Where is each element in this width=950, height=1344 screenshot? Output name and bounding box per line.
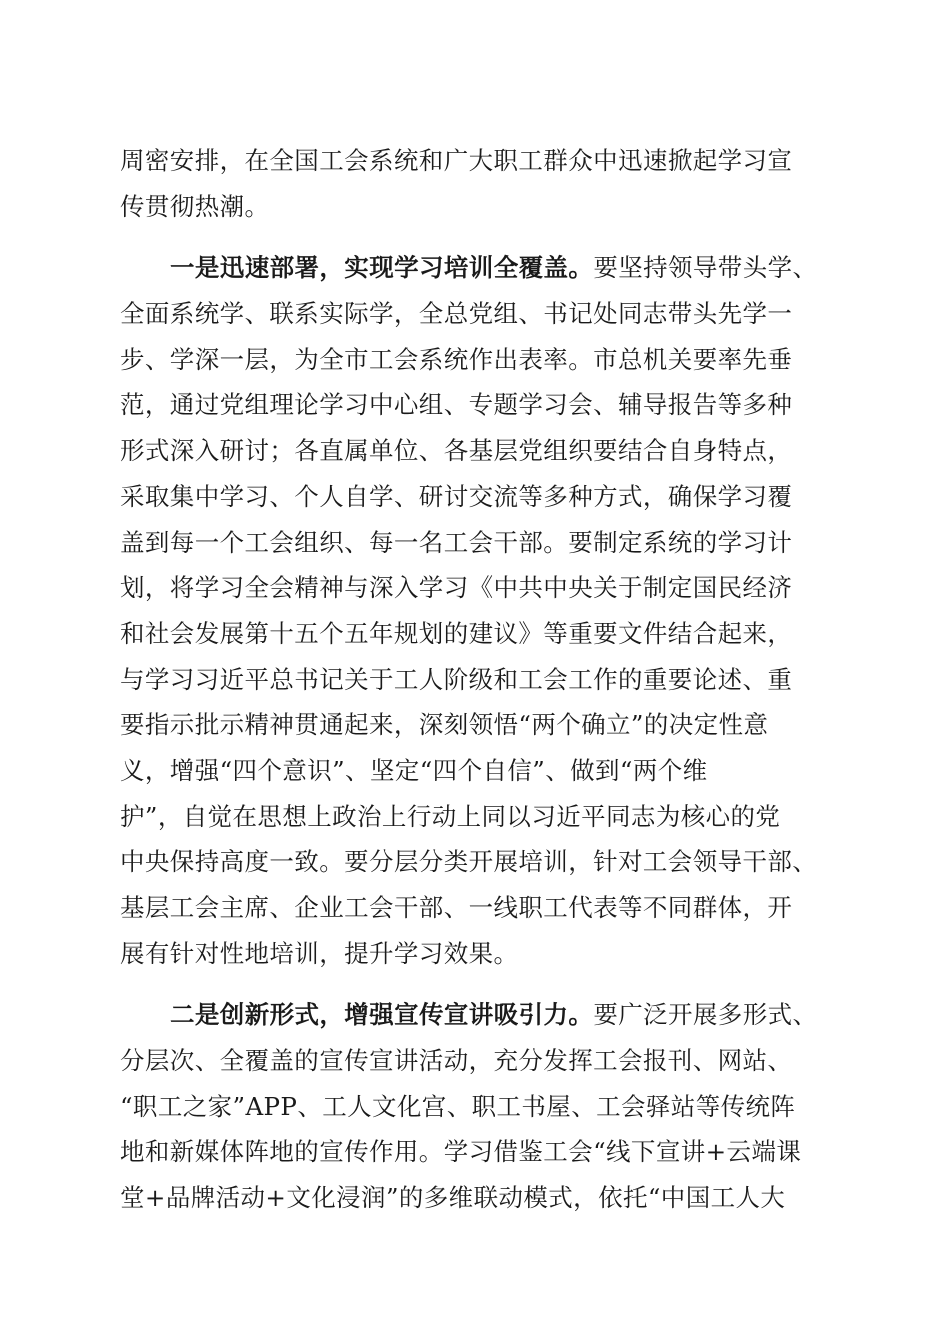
- paragraph-gap: [120, 229, 840, 245]
- section1-line: 义，增强“四个意识”、坚定“四个自信”、做到“两个维: [120, 755, 708, 785]
- section2-first-line-text: 要广泛开展多形式、: [593, 1000, 818, 1030]
- section1-line: 和社会发展第十五个五年规划的建议》等重要文件结合起来，: [120, 618, 793, 648]
- section2-line: “职工之家”APP、工人文化宫、职工书屋、工会驿站等传统阵: [120, 1091, 796, 1121]
- section1-line: 基层工会主席、企业工会干部、一线职工代表等不同群体，开: [120, 893, 793, 922]
- intro-line-2: 传贯彻热潮。: [120, 191, 270, 221]
- section1-line: 步、学深一层，为全市工会系统作出表率。市总机关要率先垂: [120, 344, 793, 374]
- section1-line: 形式深入研讨；各直属单位、各基层党组织要结合自身特点，: [120, 436, 793, 466]
- section2-line: 分层次、全覆盖的宣传宣讲活动，充分发挥工会报刊、网站、: [120, 1046, 793, 1076]
- section1-line: 盖到每一个工会组织、每一名工会干部。要制定系统的学习计: [120, 527, 793, 557]
- section1-line: 与学习习近平总书记关于工人阶级和工会工作的重要论述、重: [120, 664, 793, 694]
- section2-line: 地和新媒体阵地的宣传作用。学习借鉴工会“线下宣讲+云端课: [120, 1137, 802, 1167]
- intro-line-1: 周密安排，在全国工会系统和广大职工群众中迅速掀起学习宣: [120, 146, 793, 175]
- section1-line: 采取集中学习、个人自学、研讨交流等多种方式，确保学习覆: [120, 481, 793, 511]
- paragraph-gap: [120, 976, 840, 992]
- section1-first-line-text: 要坚持领导带头学、: [593, 253, 818, 283]
- section1-line: 中央保持高度一致。要分层分类开展培训，针对工会领导干部、: [120, 847, 818, 877]
- section1-line: 展有针对性地培训，提升学习效果。: [120, 938, 519, 968]
- section1-line: 划，将学习全会精神与深入学习《中共中央关于制定国民经济: [120, 573, 793, 603]
- section2-heading: 二是创新形式，增强宣传宣讲吸引力。: [170, 1000, 594, 1030]
- section1-line: 全面系统学、联系实际学，全总党组、书记处同志带头先学一: [120, 299, 793, 329]
- section2-first-line: [120, 992, 840, 1038]
- document-body: [120, 138, 840, 1221]
- section1-first-line: [120, 245, 840, 291]
- section1-heading: 一是迅速部署，实现学习培训全覆盖。: [170, 253, 594, 283]
- section1-line: 要指示批示精神贯通起来，深刻领悟“两个确立”的决定性意: [120, 710, 769, 740]
- section1-line: 范，通过党组理论学习中心组、专题学习会、辅导报告等多种: [120, 390, 793, 420]
- section2-line: 堂+品牌活动+文化浸润”的多维联动模式，依托“中国工人大: [120, 1183, 786, 1213]
- section1-line: 护”，自觉在思想上政治上行动上同以习近平同志为核心的党: [120, 801, 781, 831]
